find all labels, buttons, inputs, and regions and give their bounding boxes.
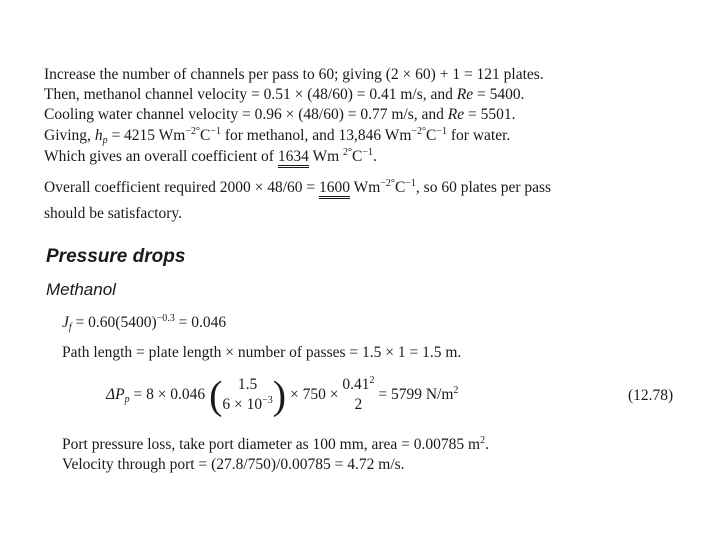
frac2-num-exp: 2 [369, 375, 375, 387]
unit-exp: −2° [185, 126, 200, 137]
unit-c: C [352, 148, 363, 165]
unit-exp: −2° [380, 178, 395, 189]
jf-b: = 0.046 [174, 314, 227, 331]
frac1-den-text: 6 × 10 [222, 396, 263, 414]
unit-exp: −2° [411, 126, 427, 137]
j-subscript: f [68, 322, 72, 333]
delta-p-symbol: ΔP [106, 386, 125, 403]
left-paren: ( [209, 372, 223, 418]
reynolds-symbol: Re [456, 86, 474, 103]
unit-exp: 2° [343, 147, 352, 158]
unit-c: C [394, 179, 406, 196]
equation-number: (12.78) [628, 387, 674, 404]
reynolds-symbol: Re [447, 106, 465, 123]
overall-coefficient-value: 1634 [278, 148, 309, 168]
frac2-numerator [342, 375, 374, 395]
frac1-numerator: 1.5 [237, 376, 258, 394]
right-paren: ) [272, 372, 287, 418]
line-5-a: Which gives an overall coefficient of [44, 148, 278, 165]
frac2-num-text: 0.41 [342, 376, 370, 394]
line-6-d: , so 60 plates per pass [415, 179, 552, 196]
velocity-text: Velocity through port = (27.8/750)/0.00785 = 4.72 m/s. [62, 456, 405, 473]
jf-a: = 0.60(5400) [71, 314, 157, 331]
j-symbol: J [62, 314, 69, 331]
frac1-denominator [222, 395, 272, 415]
line-1-text: Increase the number of channels per pass to 60; giving (2 × 60) + 1 = 121 plates. [44, 66, 544, 83]
path-length-line [62, 344, 461, 362]
unit-exp: −1 [210, 126, 221, 137]
delta-p-subscript: p [124, 394, 130, 405]
text-line-4 [44, 127, 510, 145]
line-4-a: Giving, [44, 127, 95, 144]
line-5-b: Wm [308, 148, 343, 165]
length-ratio-fraction [222, 375, 272, 415]
frac2-denominator: 2 [354, 396, 363, 414]
line-4-b: = 4215 Wm [107, 127, 186, 144]
pressure-drop-equation [106, 373, 458, 417]
dp-b: = 8 × 0.046 [129, 386, 210, 403]
line-4-f: for water. [447, 127, 511, 144]
line-3-end: = 5501. [464, 106, 516, 123]
text-line-3 [44, 106, 515, 124]
port-end: . [485, 436, 489, 453]
unit-c: C [199, 127, 211, 144]
methanol-subheading: Methanol [46, 280, 116, 299]
line-4-d: for methanol, and 13,846 Wm [220, 127, 412, 144]
line-7-text: should be satisfactory. [44, 205, 183, 222]
line-6-b: Wm [350, 179, 381, 196]
line-2-text: Then, methanol channel velocity = 0.51 × (48/60) = 0.41 m/s, and [44, 86, 457, 103]
unit-exp: −1 [436, 126, 448, 137]
port-pressure-line [62, 436, 489, 454]
text-line-7 [44, 205, 182, 223]
unit-exp: −1 [405, 178, 416, 189]
text-line-6 [44, 179, 551, 197]
port-velocity-line [62, 456, 405, 474]
port-exp: 2 [480, 435, 486, 446]
required-coefficient-value: 1600 [319, 179, 350, 199]
friction-factor-equation [62, 314, 226, 332]
h-subscript: p [102, 135, 108, 146]
line-5-d: . [372, 148, 377, 165]
port-text: Port pressure loss, take port diameter as 100 mm, area = 0.00785 m [62, 436, 481, 453]
h-symbol: h [94, 127, 103, 144]
pressure-drops-heading: Pressure drops [46, 246, 186, 267]
dp-unit-exp: 2 [453, 385, 459, 396]
line-3-text: Cooling water channel velocity = 0.96 × (48/60) = 0.77 m/s, and [44, 106, 448, 123]
line-6-a: Overall coefficient required 2000 × 48/60 = [44, 179, 320, 196]
jf-exponent: −0.3 [156, 313, 175, 324]
path-length-text: Path length = plate length × number of passes = 1.5 × 1 = 1.5 m. [62, 344, 462, 361]
unit-exp: −1 [362, 147, 373, 158]
frac1-den-exp: −3 [262, 395, 273, 407]
text-line-5 [44, 148, 377, 166]
unit-c: C [426, 127, 437, 144]
text-line-1 [44, 66, 544, 84]
velocity-fraction [342, 375, 374, 415]
line-2-end: = 5400. [473, 86, 525, 103]
text-line-2 [44, 86, 525, 104]
dp-d: = 5799 N/m [374, 386, 454, 403]
dp-c: × 750 × [286, 386, 343, 403]
